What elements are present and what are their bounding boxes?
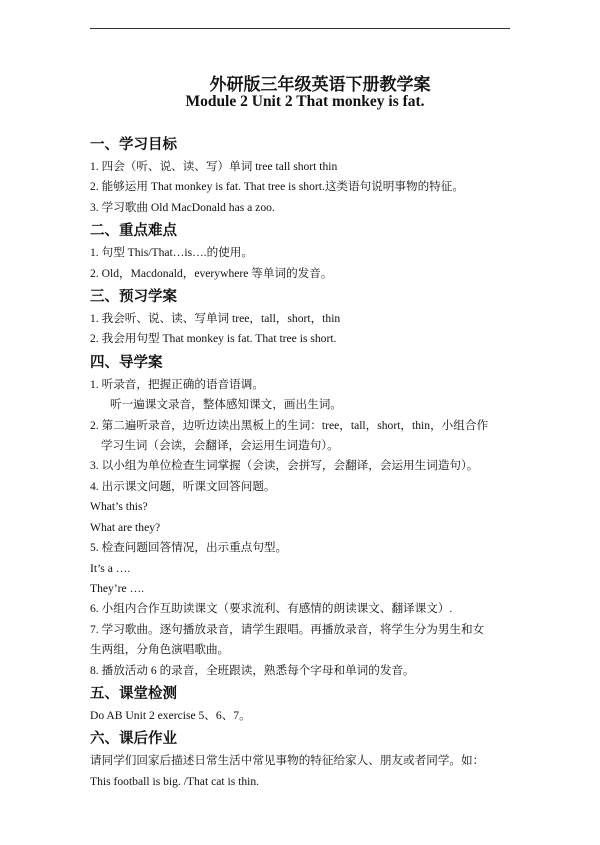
document-subtitle: Module 2 Unit 2 That monkey is fat. <box>185 93 425 110</box>
section-heading: 三、预习学案 <box>90 288 177 306</box>
list-item: 5. 检查问题回答情况，出示重点句型。 <box>90 541 288 555</box>
section-heading: 五、课堂检测 <box>90 684 177 702</box>
section-heading: 一、学习目标 <box>90 136 177 153</box>
list-item: 4. 出示课文问题，听课文回答问题。 <box>90 479 276 493</box>
list-item: 3. 以小组为单位检查生词掌握（会读，会拼写，会翻译，会运用生词造句）。 <box>90 459 479 473</box>
list-item: 2. 第二遍听录音，边听边读出黑板上的生词：tree，tall，short，thin，小组合作 <box>90 418 489 432</box>
section-heading: 二、重点难点 <box>90 222 177 240</box>
document-body <box>90 132 530 792</box>
question-line: What are they? <box>90 520 161 534</box>
list-item: 7. 学习歌曲。逐句播放录音，请学生跟唱。再播放录音，将学生分为男生和女 <box>90 622 485 636</box>
list-item: 1. 听录音，把握正确的语音语调。 <box>90 377 264 391</box>
list-item: This football is big. /That cat is thin. <box>90 774 260 788</box>
list-item: 6. 小组内合作互助读课文（要求流利、有感情的朗读课文、翻译课文）. <box>90 602 453 616</box>
list-item: 3. 学习歌曲 Old MacDonald has a zoo. <box>90 200 275 214</box>
section-heading: 六、课后作业 <box>90 730 177 748</box>
question-line: What’s this? <box>90 500 148 514</box>
list-item: Do AB Unit 2 exercise 5、6、7。 <box>90 708 251 722</box>
list-item: 2. 能够运用 That monkey is fat. That tree is short.这类语句说明事物的特征。 <box>90 180 464 194</box>
document-title: 外研版三年级英语下册教学案 <box>209 75 431 95</box>
list-item: 2. 我会用句型 That monkey is fat. That tree is short. <box>90 332 337 346</box>
sentence-pattern: They’re …. <box>90 581 145 595</box>
section-heading: 四、导学案 <box>90 353 163 371</box>
list-item: 请同学们回家后描述日常生活中常见事物的特征给家人、朋友或者同学。如： <box>90 754 485 768</box>
list-item-continuation: 听一遍课文录音，整体感知课文，画出生词。 <box>110 398 342 412</box>
list-item: 8. 播放活动 6 的录音，全班跟读，熟悉每个字母和单词的发音。 <box>90 663 415 677</box>
list-item: 2. Old，Macdonald，everywhere 等单词的发音。 <box>90 266 333 280</box>
list-item-continuation: 生两组，分角色演唱歌曲。 <box>90 643 230 657</box>
list-item-continuation: 学习生词（会读，会翻译，会运用生词造句）。 <box>101 439 339 453</box>
list-item: 1. 句型 This/That…is….的使用。 <box>90 246 253 260</box>
sentence-pattern: It’s a …. <box>90 561 131 575</box>
list-item: 1. 四会（听、说、读、写）单词 tree tall short thin <box>90 160 338 173</box>
header-rule <box>90 28 510 29</box>
list-item: 1. 我会听、说、读、写单词 tree，tall，short，thin <box>90 312 341 326</box>
